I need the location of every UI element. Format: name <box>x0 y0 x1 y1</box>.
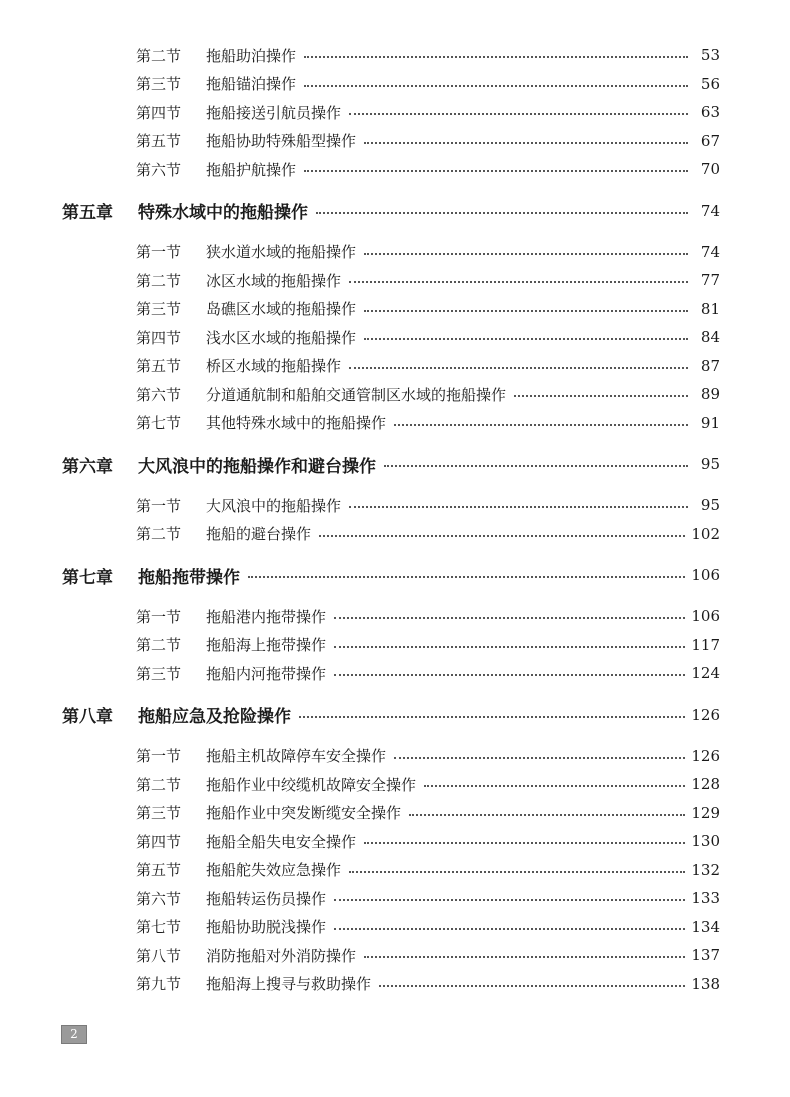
section-title: 消防拖船对外消防操作 <box>206 946 357 965</box>
toc-chapter-row[interactable] <box>0 196 790 226</box>
section-number: 第五节 <box>136 132 182 151</box>
chapter-number: 第七章 <box>62 567 113 588</box>
toc-section-row[interactable] <box>0 827 790 856</box>
dot-leader <box>364 842 685 844</box>
dot-leader <box>334 646 685 648</box>
dot-leader <box>394 757 685 759</box>
dot-leader <box>334 617 685 619</box>
section-number: 第二节 <box>136 636 182 655</box>
dot-leader <box>394 424 688 426</box>
page-number: 106 <box>691 566 720 584</box>
toc-section-row[interactable] <box>0 602 790 631</box>
dot-leader <box>379 985 685 987</box>
toc-section-row[interactable] <box>0 98 790 127</box>
page-number: 128 <box>691 775 720 794</box>
dot-leader <box>334 928 685 930</box>
section-number: 第一节 <box>136 496 182 515</box>
section-number: 第四节 <box>136 328 182 347</box>
section-title: 拖船海上搜寻与救助操作 <box>206 975 372 994</box>
dot-leader <box>334 674 685 676</box>
page-number: 84 <box>700 328 720 347</box>
section-title: 大风浪中的拖船操作 <box>206 496 342 515</box>
section-title: 拖船海上拖带操作 <box>206 636 327 655</box>
section-number: 第四节 <box>136 103 182 122</box>
toc-section-row[interactable] <box>0 856 790 885</box>
section-number: 第六节 <box>136 160 182 179</box>
section-number: 第三节 <box>136 664 182 683</box>
toc-chapter-row[interactable] <box>0 700 790 730</box>
page-number: 74 <box>700 201 720 220</box>
section-title: 桥区水域的拖船操作 <box>206 357 342 376</box>
dot-leader <box>248 576 685 578</box>
section-title: 分道通航制和船舶交通管制区水域的拖船操作 <box>206 385 507 404</box>
section-number: 第七节 <box>136 414 182 433</box>
section-number: 第八节 <box>136 946 182 965</box>
toc-section-row[interactable] <box>0 70 790 99</box>
section-number: 第三节 <box>136 75 182 94</box>
dot-leader <box>364 253 688 255</box>
chapter-title: 拖船应急及抢险操作 <box>138 707 291 727</box>
page-number: 106 <box>691 607 720 626</box>
toc-section-row[interactable] <box>0 380 790 409</box>
toc-section-row[interactable] <box>0 352 790 381</box>
page-number: 91 <box>700 413 720 432</box>
page-number: 138 <box>691 974 720 993</box>
section-number: 第三节 <box>136 300 182 319</box>
toc-section-row[interactable] <box>0 659 790 688</box>
page-number: 124 <box>691 664 720 683</box>
section-number: 第九节 <box>136 975 182 994</box>
section-title: 拖船作业中突发断缆安全操作 <box>206 804 402 823</box>
page-number: 95 <box>700 455 720 473</box>
chapter-title: 拖船拖带操作 <box>138 567 240 588</box>
page-number: 129 <box>691 803 720 822</box>
section-title: 拖船转运伤员操作 <box>206 889 327 908</box>
section-number: 第二节 <box>136 775 182 794</box>
section-number: 第三节 <box>136 804 182 823</box>
section-title: 拖船护航操作 <box>206 160 297 179</box>
page-number-badge: 2 <box>61 1025 87 1044</box>
toc-section-row[interactable] <box>0 970 790 999</box>
section-title: 拖船作业中绞缆机故障安全操作 <box>206 775 417 794</box>
section-number: 第五节 <box>136 357 182 376</box>
page-number: 74 <box>700 242 720 261</box>
section-number: 第一节 <box>136 747 182 766</box>
page-number: 137 <box>691 946 720 965</box>
dot-leader <box>304 170 688 172</box>
toc-section-row[interactable] <box>0 266 790 295</box>
toc-chapter-row[interactable] <box>0 560 790 590</box>
section-number: 第四节 <box>136 832 182 851</box>
section-title: 拖船舵失效应急操作 <box>206 861 342 880</box>
toc-section-row[interactable] <box>0 884 790 913</box>
table-of-contents <box>0 41 790 998</box>
dot-leader <box>299 716 685 718</box>
section-title: 拖船内河拖带操作 <box>206 664 327 683</box>
page-number: 126 <box>691 746 720 765</box>
section-title: 其他特殊水域中的拖船操作 <box>206 414 387 433</box>
section-number: 第一节 <box>136 607 182 626</box>
dot-leader <box>514 395 688 397</box>
chapter-title: 特殊水域中的拖船操作 <box>138 203 308 223</box>
chapter-number: 第五章 <box>62 203 113 223</box>
dot-leader <box>349 113 688 115</box>
toc-section-row[interactable] <box>0 491 790 520</box>
toc-section-row[interactable] <box>0 238 790 267</box>
dot-leader <box>334 899 685 901</box>
toc-section-row[interactable] <box>0 742 790 771</box>
section-title: 拖船全船失电安全操作 <box>206 832 357 851</box>
dot-leader <box>384 465 688 467</box>
dot-leader <box>349 367 688 369</box>
section-title: 拖船的避台操作 <box>206 525 312 544</box>
section-title: 冰区水域的拖船操作 <box>206 271 342 290</box>
toc-section-row[interactable] <box>0 941 790 970</box>
toc-section-row[interactable] <box>0 155 790 184</box>
chapter-number: 第八章 <box>62 707 113 727</box>
section-title: 浅水区水域的拖船操作 <box>206 328 357 347</box>
chapter-number: 第六章 <box>62 456 113 477</box>
page-number: 126 <box>691 705 720 724</box>
section-title: 拖船主机故障停车安全操作 <box>206 747 387 766</box>
page-number: 95 <box>700 496 720 515</box>
section-title: 拖船助泊操作 <box>206 46 297 65</box>
toc-chapter-row[interactable] <box>0 449 790 479</box>
toc-section-row[interactable] <box>0 41 790 70</box>
section-number: 第一节 <box>136 243 182 262</box>
section-title: 拖船协助脱浅操作 <box>206 918 327 937</box>
section-title: 拖船锚泊操作 <box>206 75 297 94</box>
page-number: 132 <box>691 860 720 879</box>
toc-section-row[interactable] <box>0 770 790 799</box>
page-number: 81 <box>700 299 720 318</box>
toc-section-row[interactable] <box>0 913 790 942</box>
dot-leader <box>316 212 688 214</box>
dot-leader <box>364 310 688 312</box>
section-number: 第二节 <box>136 525 182 544</box>
page-number: 134 <box>691 917 720 936</box>
toc-section-row[interactable] <box>0 323 790 352</box>
dot-leader <box>319 535 685 537</box>
dot-leader <box>409 814 685 816</box>
section-title: 拖船协助特殊船型操作 <box>206 132 357 151</box>
dot-leader <box>304 56 688 58</box>
page-number: 56 <box>700 74 720 93</box>
dot-leader <box>349 506 688 508</box>
toc-section-row[interactable] <box>0 409 790 438</box>
page-number: 133 <box>691 889 720 908</box>
section-title: 狭水道水域的拖船操作 <box>206 243 357 262</box>
dot-leader <box>364 956 685 958</box>
section-number: 第六节 <box>136 889 182 908</box>
page-number: 102 <box>691 524 720 543</box>
chapter-title: 大风浪中的拖船操作和避台操作 <box>138 456 376 477</box>
dot-leader <box>349 871 685 873</box>
toc-section-row[interactable] <box>0 520 790 549</box>
dot-leader <box>349 281 688 283</box>
section-title: 拖船港内拖带操作 <box>206 607 327 626</box>
dot-leader <box>364 142 688 144</box>
dot-leader <box>424 785 685 787</box>
page-number: 67 <box>700 131 720 150</box>
page-number: 53 <box>700 46 720 65</box>
section-title: 岛礁区水域的拖船操作 <box>206 300 357 319</box>
toc-section-row[interactable] <box>0 127 790 156</box>
page-number: 87 <box>700 356 720 375</box>
dot-leader <box>364 338 688 340</box>
toc-section-row[interactable] <box>0 799 790 828</box>
page-number: 77 <box>700 271 720 290</box>
toc-section-row[interactable] <box>0 631 790 660</box>
section-title: 拖船接送引航员操作 <box>206 103 342 122</box>
section-number: 第六节 <box>136 385 182 404</box>
section-number: 第七节 <box>136 918 182 937</box>
page-number: 89 <box>700 385 720 404</box>
section-number: 第五节 <box>136 861 182 880</box>
dot-leader <box>304 85 688 87</box>
page-number: 117 <box>691 635 720 654</box>
page-number: 70 <box>700 160 720 179</box>
section-number: 第二节 <box>136 46 182 65</box>
page-number: 130 <box>691 832 720 851</box>
toc-section-row[interactable] <box>0 295 790 324</box>
section-number: 第二节 <box>136 271 182 290</box>
page-number: 63 <box>700 103 720 122</box>
